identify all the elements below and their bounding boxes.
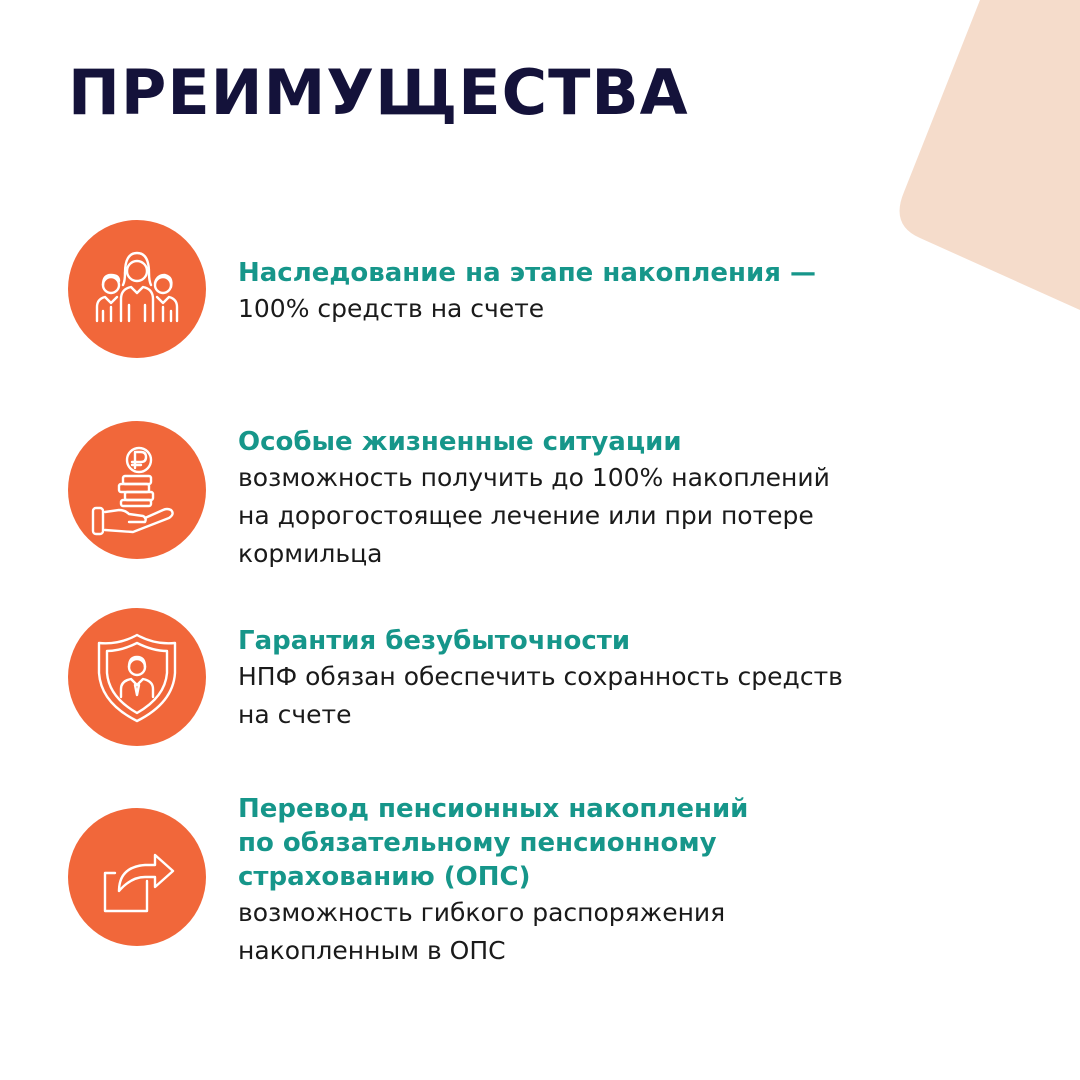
feature-badge <box>68 808 206 946</box>
transfer-arrow-icon <box>89 829 185 925</box>
feature-texts <box>238 256 938 328</box>
feature-texts <box>238 425 938 573</box>
feature-heading: Перевод пенсионных накоплений по обязательному пенсионному страхованию (ОПС) <box>238 794 749 892</box>
coins-in-hand-icon <box>89 442 185 538</box>
page-title: ПРЕИМУЩЕСТВА <box>68 56 689 129</box>
feature-heading: Особые жизненные ситуации <box>238 427 682 457</box>
feature-texts <box>238 624 938 734</box>
feature-badge <box>68 421 206 559</box>
feature-badge <box>68 220 206 358</box>
shield-person-icon <box>89 629 185 725</box>
feature-body: возможность получить до 100% накоплений на дорогостоящее лечение или при потере кормильца <box>238 463 830 568</box>
feature-heading: Гарантия безубыточности <box>238 626 631 656</box>
family-icon <box>89 241 185 337</box>
feature-body: 100% средств на счете <box>238 294 545 323</box>
feature-body: НПФ обязан обеспечить сохранность средств на счете <box>238 662 843 729</box>
feature-badge <box>68 608 206 746</box>
feature-heading: Наследование на этапе накопления — <box>238 258 816 288</box>
feature-body: возможность гибкого распоряжения накопленным в ОПС <box>238 898 726 965</box>
feature-texts <box>238 792 938 970</box>
